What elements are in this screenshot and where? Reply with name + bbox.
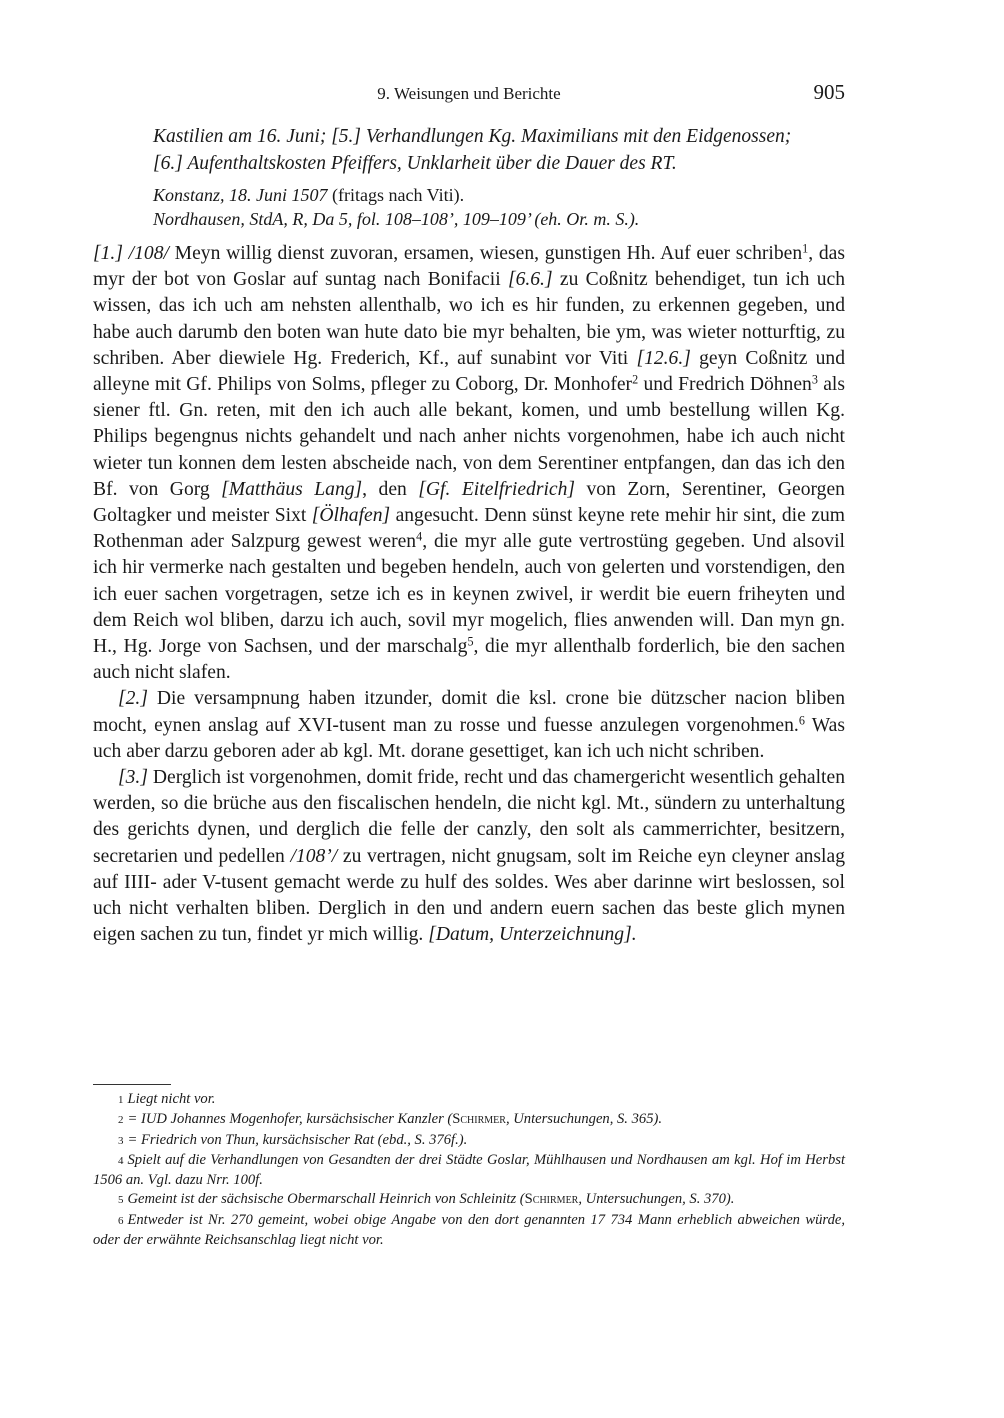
text-segment: zu vertragen, nicht gnugsam, solt im Reiche eyn cleyner anslag auf IIII- ader V-tusent gemacht werde zu hulf des soldes. Wes aber darinne wirt beslossen, sol uch nicht verhalten bliben. Derglich in den und andern euern sachen das beste glich mynen eigen sachen zu tun, findet yr mich willig. (93, 845, 845, 946)
main-text (93, 241, 845, 948)
editorial-italic-text: [Ölhafen] (311, 505, 391, 527)
editorial-italic-text: Spielt auf die Verhandlungen von Gesandten der drei Städte Goslar, Mühlhausen und Nordhausen am kgl. Hof im Herbst 1506 an. Vgl. dazu Nrr. 100f. (93, 1151, 845, 1189)
running-header (93, 82, 845, 108)
text-segment: , den (362, 478, 419, 500)
paragraph (93, 765, 845, 948)
paragraph (93, 241, 845, 686)
text-segment: und Fredrich Döhnen (638, 374, 812, 396)
footnotes (93, 1090, 845, 1250)
summary-line: [6.] Aufenthaltskosten Pfeiffers, Unklarheit über die Dauer des RT. (153, 153, 677, 174)
text-segment: als siener ftl. Gn. reten, mit den ich auch alle bekant, komen, und umb bestellung willen Kg. Philips begengnus nichts gehandelt und nach anher nichts vorgenohmen, habe ich auch nicht wieter tun konnen dem lesten abscheide nach, von dem Serentiner entpfangen, dan das ich den Bf. von Gorg (93, 374, 845, 500)
text-segment: angesucht. Denn sünst keyne rete mehir hir sint, die zum Rothenman ader Salzpurg gewest weren (93, 505, 845, 553)
page-number: 905 (813, 80, 845, 104)
editorial-italic-text: = IUD Johannes Mogenhofer, kursächsischer Kanzler ( (127, 1111, 453, 1128)
footnote-number: 4 (118, 1154, 124, 1167)
running-title: 9. Weisungen und Berichte (377, 84, 561, 103)
place-date-line (153, 183, 845, 207)
editorial-italic-text: [2.] (118, 688, 148, 710)
text-segment: , die myr alle gute vertrostüng gegeben. Und alsovil ich hir vermerke nach gestalten und begeben hendeln, auch von gelerten und vorstendigen, den ich euer sachen vorgetragen, setze ich es in keynen zwivel, ir werdit bie euern friheyten und dem Reich wol bliben, darzu ich auch, sovil myr mogelich, flies anwenden will. Dan myn gn. H., Hg. Jorge von Sachsen, und der marschalg (93, 531, 845, 658)
editorial-italic-text: [12.6.] (636, 347, 691, 369)
editorial-italic-text: [Datum, Unterzeichnung]. (428, 924, 637, 946)
date-note: (fritags nach Viti). (327, 185, 465, 205)
footnote (93, 1190, 845, 1210)
editorial-italic-text: = Friedrich von Thun, kursächsischer Rat (ebd., S. 376f.). (127, 1131, 468, 1148)
text-segment: Die versampnung haben itzunder, domit die ksl. crone bie dützscher nacion bliben mocht, eynen anslag auf XVI-tusent man zu rosse und fuesse anzulegen vorgenohmen. (93, 688, 845, 736)
text-segment: geyn Coßnitz und alleyne mit Gf. Philips von Solms, pfleger zu Coborg, Dr. Monhofer (93, 347, 845, 396)
text-segment: von Zorn, Serentiner, Georgen Goltagker und meister Sixt (93, 478, 845, 527)
editorial-italic-text: [Matthäus Lang] (221, 478, 363, 500)
editorial-italic-text: , Untersuchungen, S. 370). (578, 1191, 735, 1208)
footnote-number: 3 (118, 1134, 124, 1147)
document-summary (153, 123, 845, 177)
text-segment: Derglich ist vorgenohmen, domit fride, recht und das chamergericht wesentlich gehalten werden, so die brüche aus den fiscalischen hendeln, die nicht kgl. Mt., sündern zu unterhaltung des gerichts dynen, und derglich die felle der canzly, den solt als cammerrichter, besitzern, secretarien und pedellen (93, 767, 845, 867)
footnote-number: 1 (118, 1094, 124, 1106)
footnote (93, 1110, 845, 1130)
archival-source: Nordhausen, StdA, R, Da 5, fol. 108–108’, 109–109’ (eh. Or. m. S.). (153, 209, 640, 229)
editorial-italic-text: [3.] (118, 767, 148, 789)
summary-line: Kastilien am 16. Juni; [5.] Verhandlungen Kg. Maximilians mit den Eidgenossen; (153, 126, 792, 147)
footnote-number: 2 (118, 1114, 124, 1127)
editorial-italic-text: , Untersuchungen, S. 365). (505, 1111, 663, 1128)
editorial-italic-text: [6.6.] (507, 269, 553, 291)
footnote-reference: 6 (798, 712, 805, 727)
footnote-divider (93, 1084, 171, 1085)
text-segment: , das myr der bot von Goslar auf suntag nach Bonifacii (93, 243, 845, 291)
text-segment: Meyn willig dienst zuvoran, ersamen, wiesen, gunstigen Hh. Auf euer schriben (168, 243, 803, 264)
footnote-reference: 2 (632, 372, 639, 387)
footnote-reference: 5 (467, 634, 474, 649)
footnote (93, 1211, 845, 1251)
editorial-italic-text: [Gf. Eitelfriedrich] (418, 478, 576, 500)
editorial-italic-text: Entweder ist Nr. 270 gemeint, wobei obige Angabe von den dort genannten 17 734 Mann erheblich abweichen würde, oder der erwähnte Reichsanschlag liegt nicht vor. (93, 1211, 845, 1249)
paragraph (93, 686, 845, 765)
footnote (93, 1131, 845, 1151)
text-segment: Was uch aber darzu geboren ader ab kgl. Mt. dorane gesettiget, kan ich uch nicht schriben. (93, 714, 845, 762)
footnote-number: 5 (118, 1194, 124, 1207)
footnote (93, 1090, 845, 1110)
footnote-reference: 1 (802, 241, 809, 256)
footnote (93, 1151, 845, 1191)
editorial-italic-text: Gemeint ist der sächsische Obermarschall Heinrich von Schleinitz ( (127, 1191, 525, 1208)
footnote-reference: 3 (811, 372, 818, 387)
place-date: Konstanz, 18. Juni 1507 (153, 185, 328, 205)
editorial-italic-text: Liegt nicht vor. (127, 1091, 216, 1107)
text-segment: , die myr allenthalb forderlich, bie den sachen auch nicht slafen. (93, 636, 846, 684)
footnote-reference: 4 (416, 529, 423, 544)
text-segment: Schirmer (452, 1111, 506, 1128)
text-segment: zu Coßnitz behendiget, tun ich uch wissen, das ich uch am nehsten allenthalb, wo ich es hir funden, zu erkennen gegeben, und habe auch darumb den boten wan hute dato bie myr behalten, bie ym, was wieter notturftig, zu schriben. Aber diewiele Hg. Frederich, Kf., auf sunabint vor Viti (93, 269, 845, 369)
text-segment: Schirmer (524, 1191, 579, 1208)
editorial-italic-text: /108’/ (290, 845, 338, 867)
footnote-number: 6 (118, 1214, 124, 1227)
document-meta (153, 183, 845, 231)
editorial-italic-text: [1.] /108/ (93, 243, 169, 264)
